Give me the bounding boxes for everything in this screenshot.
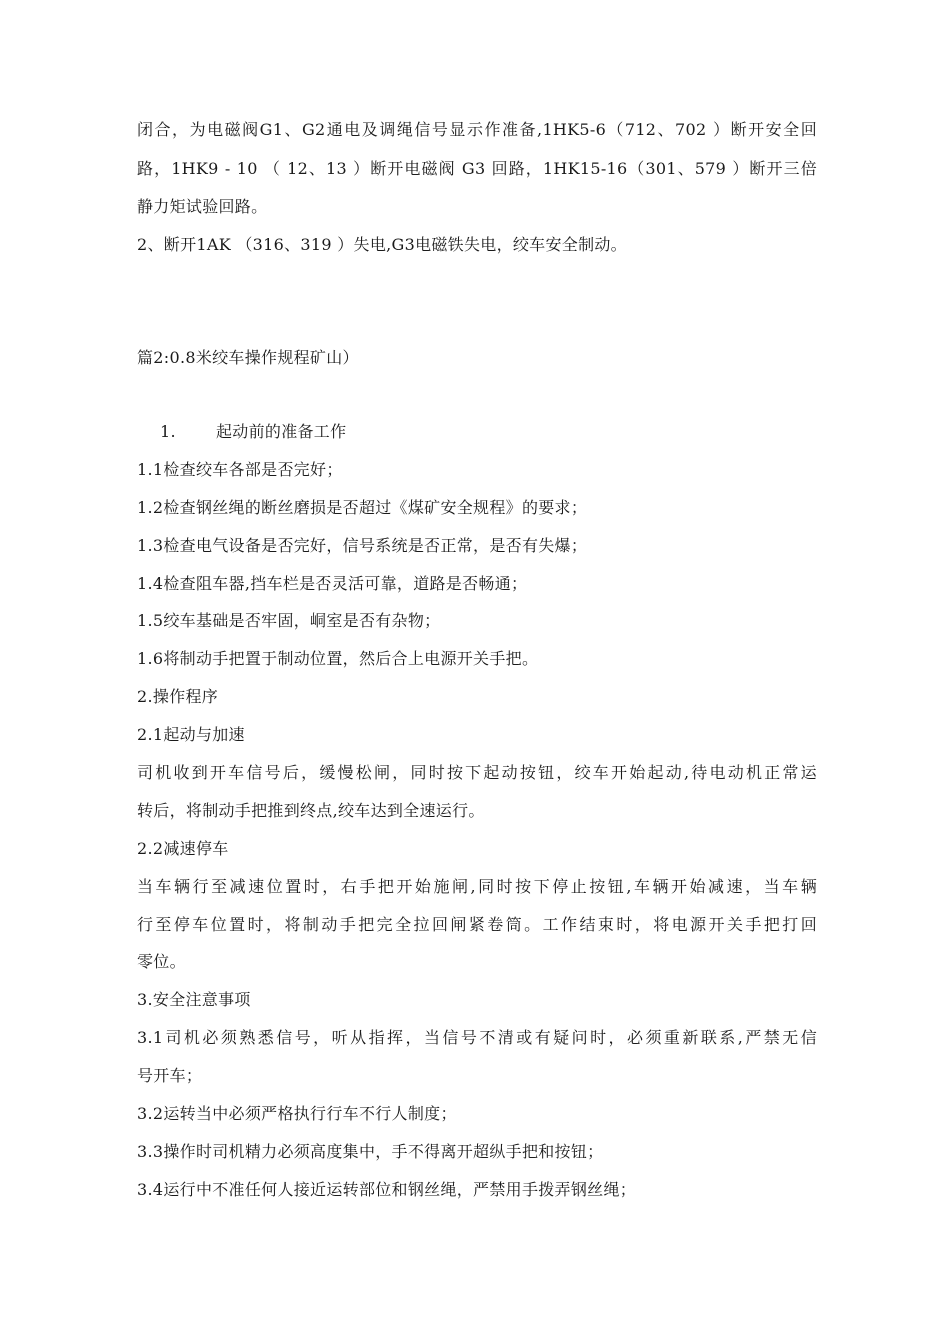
list-item: 3.3操作时司机精力必须高度集中，手不得离开超纵手把和按钮； — [137, 1142, 604, 1161]
list-item: 1.5绞车基础是否牢固，峒室是否有杂物； — [137, 611, 441, 630]
paragraph-line: 转后，将制动手把推到终点,绞车达到全速运行。 — [137, 801, 485, 820]
list-item: 1.1检查绞车各部是否完好； — [137, 460, 343, 479]
paragraph-line: 零位。 — [137, 952, 186, 971]
list-item: 1.2检查钢丝绳的断丝磨损是否超过《煤矿安全规程》的要求； — [137, 498, 588, 517]
paragraph-line: 号开车； — [137, 1066, 203, 1085]
paragraph-line: 2、断开1AK （316、319 ）失电,G3电磁铁失电，绞车安全制动。 — [137, 235, 627, 254]
list-item: 1.4检查阻车器,挡车栏是否灵活可靠，道路是否畅通； — [137, 574, 528, 593]
paragraph-line: 3.1司机必须熟悉信号，听从指挥，当信号不清或有疑问时，必须重新联系,严禁无信 — [137, 1028, 817, 1047]
paragraph-line: 行至停车位置时，将制动手把完全拉回闸紧卷筒。工作结束时，将电源开关手把打回 — [137, 915, 817, 934]
section-number: 1. — [160, 422, 176, 441]
list-item: 1.6将制动手把置于制动位置，然后合上电源开关手把。 — [137, 649, 539, 668]
paragraph-line: 当车辆行至减速位置时，右手把开始施闸,同时按下停止按钮,车辆开始减速，当车辆 — [137, 877, 817, 896]
paragraph-line: 路，1HK9 - 10 （ 12、13 ）断开电磁阀 G3 回路，1HK15-16（301、579 ）断开三倍 — [137, 159, 817, 178]
list-item: 3.2运转当中必须严格执行行车不行人制度； — [137, 1104, 457, 1123]
list-item: 1.3检查电气设备是否完好，信号系统是否正常，是否有失爆； — [137, 536, 588, 555]
section-heading: 2.操作程序 — [137, 687, 219, 706]
subsection-heading: 2.2减速停车 — [137, 839, 229, 858]
section-heading — [160, 421, 346, 443]
subsection-heading: 2.1起动与加速 — [137, 725, 245, 744]
section-title: 起动前的准备工作 — [216, 422, 347, 441]
paragraph-line: 司机收到开车信号后，缓慢松闸，同时按下起动按钮，绞车开始起动,待电动机正常运 — [137, 763, 817, 782]
section-heading: 3.安全注意事项 — [137, 990, 251, 1009]
paragraph-line: 闭合，为电磁阀G1、G2通电及调绳信号显示作准备,1HK5-6（712、702 ）断开安全回 — [137, 120, 817, 139]
list-item: 3.4运行中不准任何人接近运转部位和钢丝绳，严禁用手拨弄钢丝绳； — [137, 1180, 637, 1199]
paragraph-line: 静力矩试验回路。 — [137, 197, 268, 216]
chapter-title: 篇2:0.8米绞车操作规程矿山） — [137, 348, 359, 367]
